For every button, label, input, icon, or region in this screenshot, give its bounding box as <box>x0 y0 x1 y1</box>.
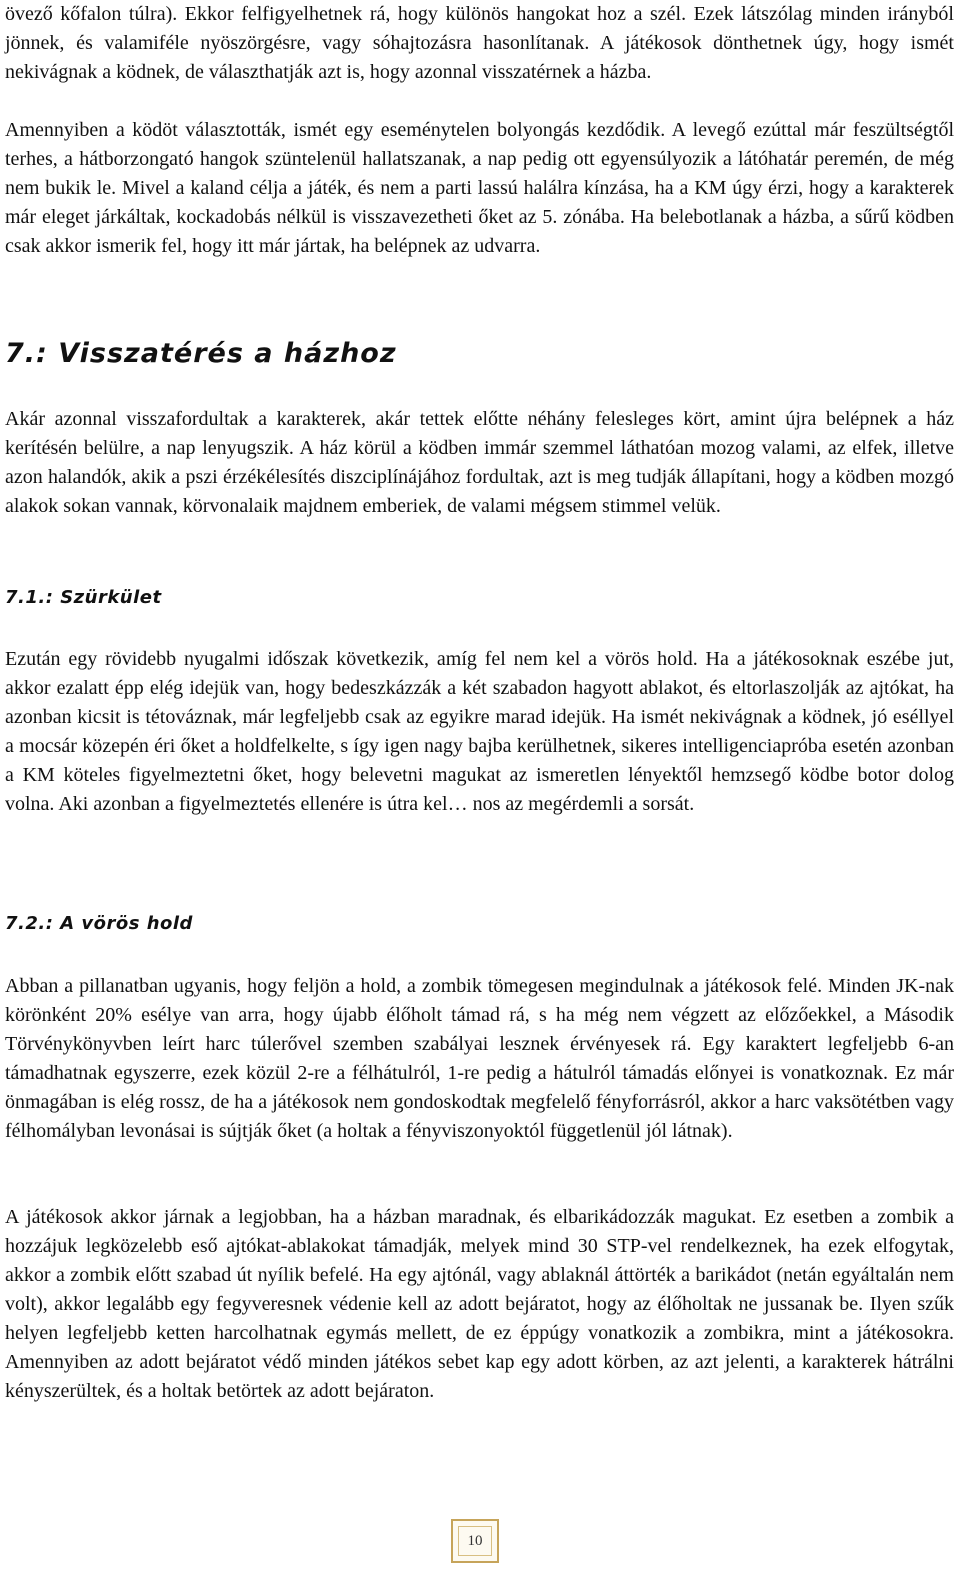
page-number-box <box>451 1519 499 1563</box>
section-heading-7-1: 7.1.: Szürkület <box>5 587 162 608</box>
section-heading-7: 7.: Visszatérés a házhoz <box>5 338 397 369</box>
page-number: 10 <box>467 1532 483 1549</box>
paragraph-fog-wandering: Amennyiben a ködöt választották, ismét egy eseménytelen bolyongás kezdődik. A levegő ezúttal már feszültségtől terhes, a hátborzongató hangok szüntelenül hallatszanak, a nap pedig ott egyensúlyozik a látóhatár peremén, de még nem bukik le. Mivel a kaland célja a játék, és nem a parti lassú halálra kínzása, ha a KM úgy érzi, hogy a karakterek már eleget járkáltak, kockadobás nélkül is visszavezetheti őket az 5. zónába. Ha belebotlanak a házba, a sűrű ködben csak akkor ismerik fel, hogy itt már jártak, ha belépnek az udvarra. <box>5 119 954 257</box>
paragraph-red-moon: Abban a pillanatban ugyanis, hogy feljön a hold, a zombik tömegesen megindulnak a játékosok felé. Minden JK-nak körönként 20% esélye van arra, hogy újabb élőholt támad rá, s ha még nem végzett az előzőekkel, a Második Törvénykönyvben leírt harc túlerővel szemben szabályai lesznek érvényesek rá. Egy karaktert legfeljebb 6-an támadhatnak egyszerre, ezek közül 2-re a félhátulról, 1-re pedig a hátulról támadás előnyei is vonatkoznak. Ez már önmagában is elég rossz, de ha a játékosok nem gondoskodtak megfelelő fényforrásról, akkor a harc vaksötétben vagy félhomályban levonásai is sújtják őket (a holtak a fényviszonyoktól függetlenül jól látnak). <box>5 975 954 1142</box>
paragraph-twilight: Ezután egy rövidebb nyugalmi időszak következik, amíg fel nem kel a vörös hold. Ha a játékosoknak eszébe jut, akkor ezalatt épp elég idejük van, hogy bedeszkázzák a két szabadon hagyott ablakot, és eltorlaszolják az ajtókat, ha azonban kicsit is tétováznak, már legfeljebb csak az egyikre marad idejük. Ha ismét nekivágnak a ködnek, jó eséllyel a mocsár közepén éri őket a holdfelkelte, s így igen nagy bajba kerülhetnek, sikeres intelligenciapróba esetén azonban a KM köteles figyelmeztetni őket, hogy belevetni magukat az ismeretlen lényektől hemzsegő ködbe botor dolog volna. Aki azonban a figyelmeztetés ellenére is útra kel… nos az megérdemli a sorsát. <box>5 648 954 815</box>
paragraph-intro: övező kőfalon túlra). Ekkor felfigyelhetnek rá, hogy különös hangokat hoz a szél. Ezek látszólag minden irányból jönnek, és valamiféle nyöszörgésre, vagy sóhajtozásra hasonlítanak. A játékosok dönthetnek úgy, hogy ismét nekivágnak a ködnek, de választhatják azt is, hogy azonnal visszatérnek a házba. <box>5 3 954 83</box>
paragraph-return-house: Akár azonnal visszafordultak a karakterek, akár tettek előtte néhány felesleges kört, amint újra belépnek a ház kerítésén belülre, a nap lenyugszik. A ház körül a ködben immár szemmel láthatóan mozog valami, az elfek, illetve azon halandók, akik a pszi érzékélesítés diszciplínájához fordultak, azt is meg tudják állapítani, hogy a ködben mozgó alakok sokan vannak, körvonalaik majdnem emberiek, de valami mégsem stimmel velük. <box>5 408 954 517</box>
section-heading-7-2: 7.2.: A vörös hold <box>5 913 193 934</box>
paragraph-barricade: A játékosok akkor járnak a legjobban, ha a házban maradnak, és elbarikádozzák magukat. Ez esetben a zombik a hozzájuk legközelebb eső ajtókat-ablakokat támadják, melyek mind 30 STP-vel rendelkeznek, ha ezek elfogytak, akkor a zombik előtt szabad út nyílik befelé. Ha egy ajtónál, vagy ablaknál áttörték a barikádot (netán egyáltalán nem volt), akkor legalább egy fegyveresnek védenie kell az adott bejáratot, hogy az élőholtak ne jussanak be. Ilyen szűk helyen legfeljebb ketten harcolhatnak egymás mellett, de ez éppúgy vonatkozik a zombikra, mint a játékosokra. Amennyiben az adott bejáratot védő minden játékos sebet kap egy adott körben, az azt jelenti, a karakterek hátrálni kényszerültek, és a holtak betörtek az adott bejáraton. <box>5 1206 954 1402</box>
